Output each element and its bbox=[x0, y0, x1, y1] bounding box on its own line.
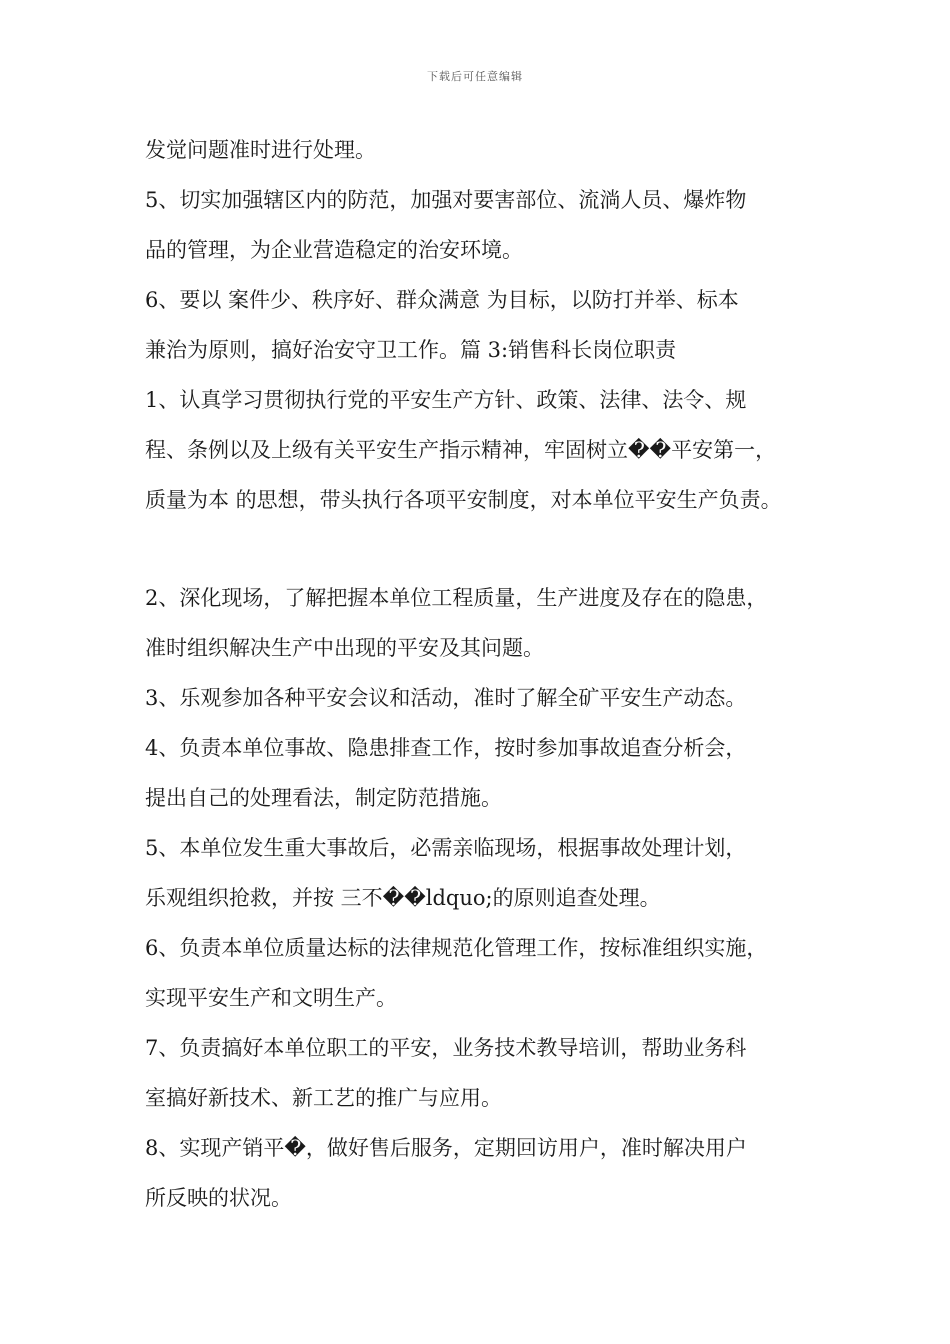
text-line: 品的管理，为企业营造稳定的治安环境。 bbox=[145, 238, 523, 262]
text-line: 乐观组织抢救，并按 三不��ldquo;的原则追查处理。 bbox=[145, 886, 661, 910]
text-line: 所反映的状况。 bbox=[145, 1186, 292, 1210]
text-line: 发觉问题准时进行处理。 bbox=[145, 138, 376, 162]
text-line: 6、负责本单位质量达标的法律规范化管理工作，按标准组织实施， bbox=[145, 936, 768, 960]
text-line: 室搞好新技术、新工艺的推广与应用。 bbox=[145, 1086, 502, 1110]
text-line: 5、切实加强辖区内的防范，加强对要害部位、流淌人员、爆炸物 bbox=[145, 188, 747, 212]
text-line: 5、本单位发生重大事故后，必需亲临现场，根据事故处理计划， bbox=[145, 836, 747, 860]
text-line: 程、条例以及上级有关平安生产指示精神，牢固树立��平安第一， bbox=[145, 438, 777, 462]
text-line: 提出自己的处理看法，制定防范措施。 bbox=[145, 786, 502, 810]
text-line: 4、负责本单位事故、隐患排查工作，按时参加事故追查分析会， bbox=[145, 736, 747, 760]
text-line: 8、实现产销平�，做好售后服务，定期回访用户，准时解决用户 bbox=[145, 1136, 747, 1160]
text-line: 2、深化现场，了解把握本单位工程质量，生产进度及存在的隐患， bbox=[145, 586, 768, 610]
text-line: 1、认真学习贯彻执行党的平安生产方针、政策、法律、法令、规 bbox=[145, 388, 747, 412]
text-line: 实现平安生产和文明生产。 bbox=[145, 986, 397, 1010]
text-line: 兼治为原则，搞好治安守卫工作。篇 3:销售科长岗位职责 bbox=[145, 338, 677, 362]
text-line: 3、乐观参加各种平安会议和活动，准时了解全矿平安生产动态。 bbox=[145, 686, 747, 710]
page-header: 下载后可任意编辑 bbox=[427, 70, 523, 83]
text-line: 准时组织解决生产中出现的平安及其问题。 bbox=[145, 636, 544, 660]
text-line: 7、负责搞好本单位职工的平安，业务技术教导培训，帮助业务科 bbox=[145, 1036, 747, 1060]
text-line: 6、要以 案件少、秩序好、群众满意 为目标，以防打并举、标本 bbox=[145, 288, 739, 312]
text-line: 质量为本 的思想，带头执行各项平安制度，对本单位平安生产负责。 bbox=[145, 488, 782, 512]
